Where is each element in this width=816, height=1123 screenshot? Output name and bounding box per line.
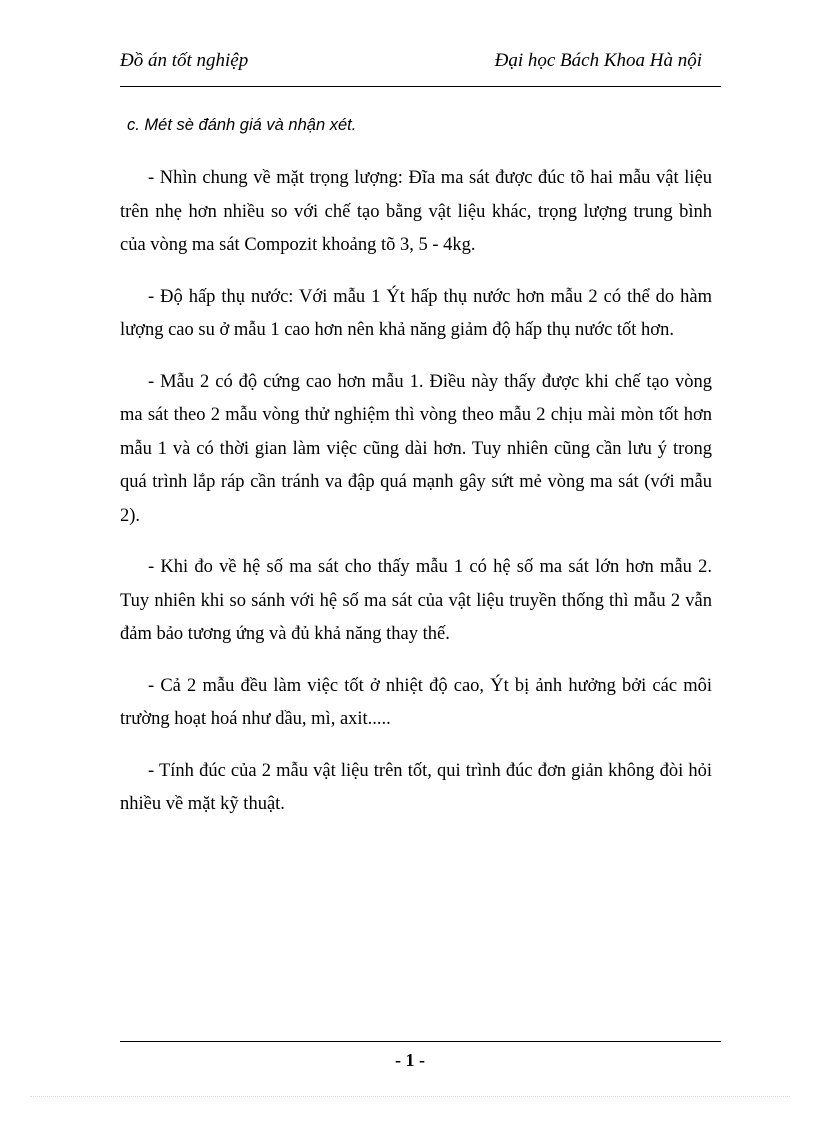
page-header <box>120 50 720 80</box>
section-heading: c. Mét sè đánh giá và nhận xét. <box>127 116 357 134</box>
header-divider <box>120 86 721 87</box>
paragraph-weight: - Nhìn chung về mặt trọng lượng: Đĩa ma sát được đúc tõ hai mẫu vật liệu trên nhẹ hơn nhiều so với chế tạo bằng vật liệu khác, trọng lượng trung bình của vòng ma sát Compozit khoảng tõ 3, 5 - 4kg. <box>120 168 712 255</box>
header-institution: Đại học Bách Khoa Hà nội <box>494 50 702 71</box>
page-number: - 1 - <box>395 1050 425 1070</box>
paragraph-castability: - Tính đúc của 2 mẫu vật liệu trên tốt, qui trình đúc đơn giản không đòi hỏi nhiều về mặt kỹ thuật. <box>120 760 712 814</box>
paragraph-temperature: - Cả 2 mẫu đều làm việc tốt ở nhiệt độ cao, Ýt bị ảnh hưởng bởi các môi trường hoạt hoá như dầu, mì, axit..... <box>120 675 712 729</box>
page-bottom-boundary <box>30 1096 790 1097</box>
footer-divider <box>120 1041 721 1042</box>
page-body <box>120 162 712 840</box>
header-document-type: Đồ án tốt nghiệp <box>120 50 249 71</box>
paragraph-water-absorption: - Độ hấp thụ nước: Với mẫu 1 Ýt hấp thụ nước hơn mẫu 2 có thể do hàm lượng cao su ở mẫu 1 cao hơn nên khả năng giảm độ hấp thụ nước tốt hơn. <box>120 286 712 340</box>
paragraph-friction-coefficient: - Khi đo về hệ số ma sát cho thấy mẫu 1 có hệ số ma sát lớn hơn mẫu 2. Tuy nhiên khi so sánh với hệ số ma sát của vật liệu truyền thống thì mẫu 2 vẫn đảm bảo tương ứng và đủ khả năng thay thế. <box>120 557 712 644</box>
paragraph-hardness: - Mẫu 2 có độ cứng cao hơn mẫu 1. Điều này thấy được khi chế tạo vòng ma sát theo 2 mẫu vòng thử nghiệm thì vòng theo mẫu 2 chịu mài mòn tốt hơn mẫu 1 và có thời gian làm việc cũng dài hơn. Tuy nhiên cũng cần lưu ý trong quá trình lắp ráp cần tránh va đập quá mạnh gây sứt mẻ vòng ma sát (với mẫu 2). <box>120 371 712 526</box>
